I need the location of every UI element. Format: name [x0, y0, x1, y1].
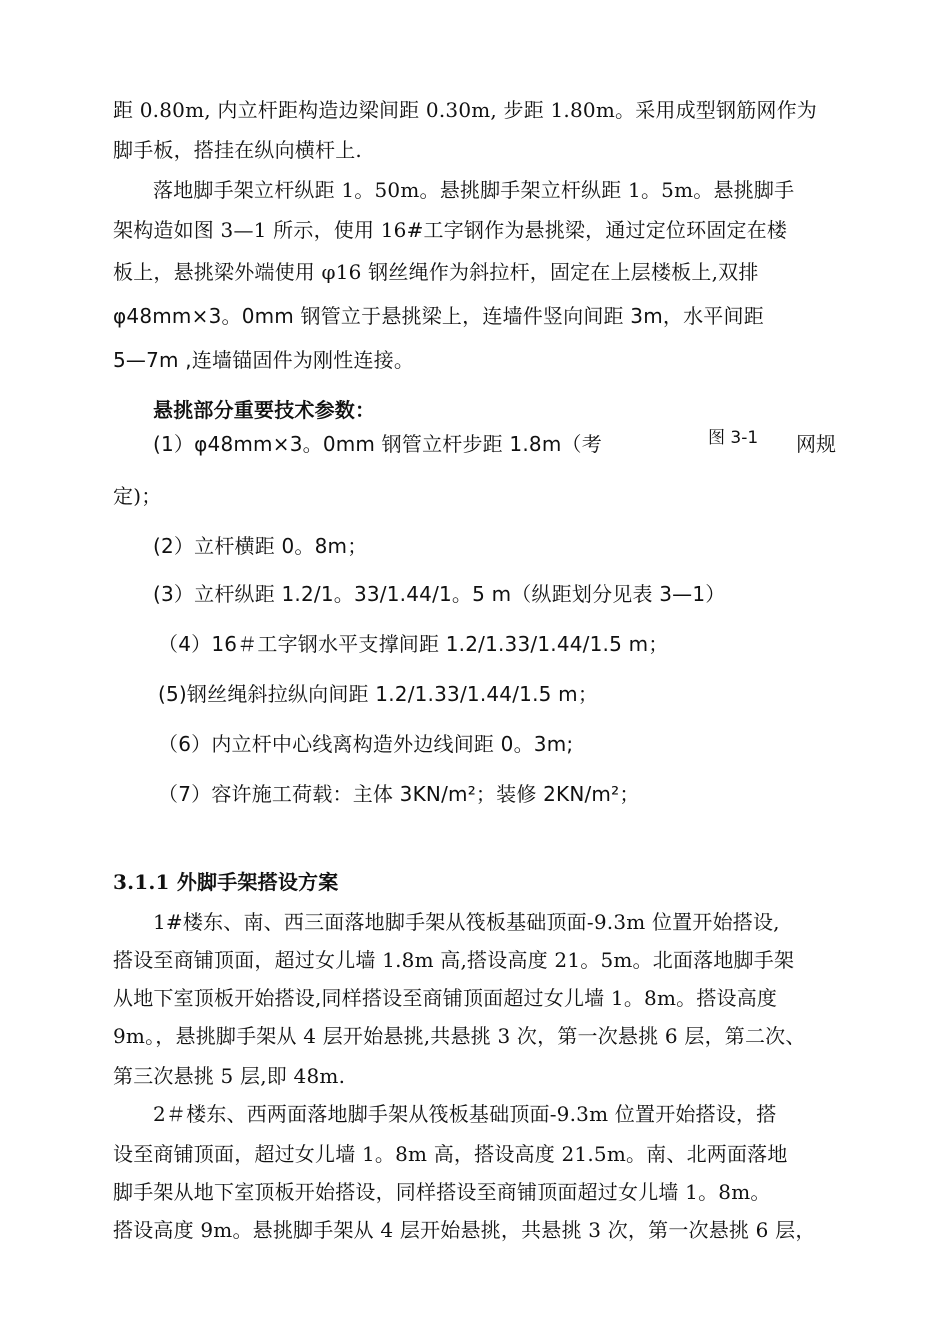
body-text-line: 1#楼东、南、西三面落地脚手架从筏板基础顶面-9.3m 位置开始搭设, [153, 910, 780, 934]
param-item-3: (3）立杆纵距 1.2/1。33/1.44/1。5 m（纵距划分见表 3—1） [153, 582, 726, 606]
body-text-line: 从地下室顶板开始搭设,同样搭设至商铺顶面超过女儿墙 1。8m。搭设高度 [113, 986, 778, 1010]
param-item-6: （6）内立杆中心线离构造外边线间距 0。3m; [158, 732, 574, 756]
body-text-line: 第三次悬挑 5 层,即 48m. [113, 1064, 346, 1088]
param-item-1: (1）φ48mm×3。0mm 钢管立杆步距 1.8m（考 [153, 432, 602, 456]
param-item-2: (2）立杆横距 0。8m； [153, 534, 368, 558]
body-text-line: φ48mm×3。0mm 钢管立于悬挑梁上，连墙件竖向间距 3m，水平间距 [113, 304, 764, 328]
body-text-line: 落地脚手架立杆纵距 1。50m。悬挑脚手架立杆纵距 1。5m。悬挑脚手 [153, 178, 795, 202]
body-text-line: 设至商铺顶面，超过女儿墙 1。8m 高，搭设高度 21.5m。南、北两面落地 [113, 1142, 788, 1166]
body-text-line: 2＃楼东、西两面落地脚手架从筏板基础顶面-9.3m 位置开始搭设，搭 [153, 1102, 777, 1126]
body-text-line: 脚手板，搭挂在纵向横杆上. [113, 138, 362, 162]
param-item-7: （7）容许施工荷载：主体 3KN/m²；装修 2KN/m²； [158, 782, 640, 806]
figure-label: 图 3-1 [708, 428, 759, 448]
params-heading: 悬挑部分重要技术参数： [153, 398, 376, 422]
body-text-line: 9m。，悬挑脚手架从 4 层开始悬挑,共悬挑 3 次，第一次悬挑 6 层，第二次、 [113, 1024, 806, 1048]
body-text-line: 架构造如图 3—1 所示，使用 16#工字钢作为悬挑梁，通过定位环固定在楼 [113, 218, 788, 242]
body-text-line: 距 0.80m, 内立杆距构造边梁间距 0.30m, 步距 1.80m。采用成型钢筋网作为 [113, 98, 817, 122]
body-text-line: 5—7m ,连墙锚固件为刚性连接。 [113, 348, 415, 372]
section-heading: 3.1.1 外脚手架搭设方案 [113, 870, 339, 894]
param-item-4: （4）16＃工字钢水平支撑间距 1.2/1.33/1.44/1.5 m； [158, 632, 669, 656]
body-text-line: 脚手架从地下室顶板开始搭设，同样搭设至商铺顶面超过女儿墙 1。8m。 [113, 1180, 771, 1204]
body-text-line: 板上，悬挑梁外端使用 φ16 钢丝绳作为斜拉杆，固定在上层楼板上,双排 [113, 260, 759, 284]
param-item-1-cont: 定)； [113, 484, 162, 508]
body-text-line: 搭设高度 9m。悬挑脚手架从 4 层开始悬挑，共悬挑 3 次，第一次悬挑 6 层， [113, 1218, 816, 1242]
param-item-1-tail: 网规 [796, 432, 836, 456]
param-item-5: (5)钢丝绳斜拉纵向间距 1.2/1.33/1.44/1.5 m； [158, 682, 599, 706]
body-text-line: 搭设至商铺顶面，超过女儿墙 1.8m 高,搭设高度 21。5m。北面落地脚手架 [113, 948, 795, 972]
